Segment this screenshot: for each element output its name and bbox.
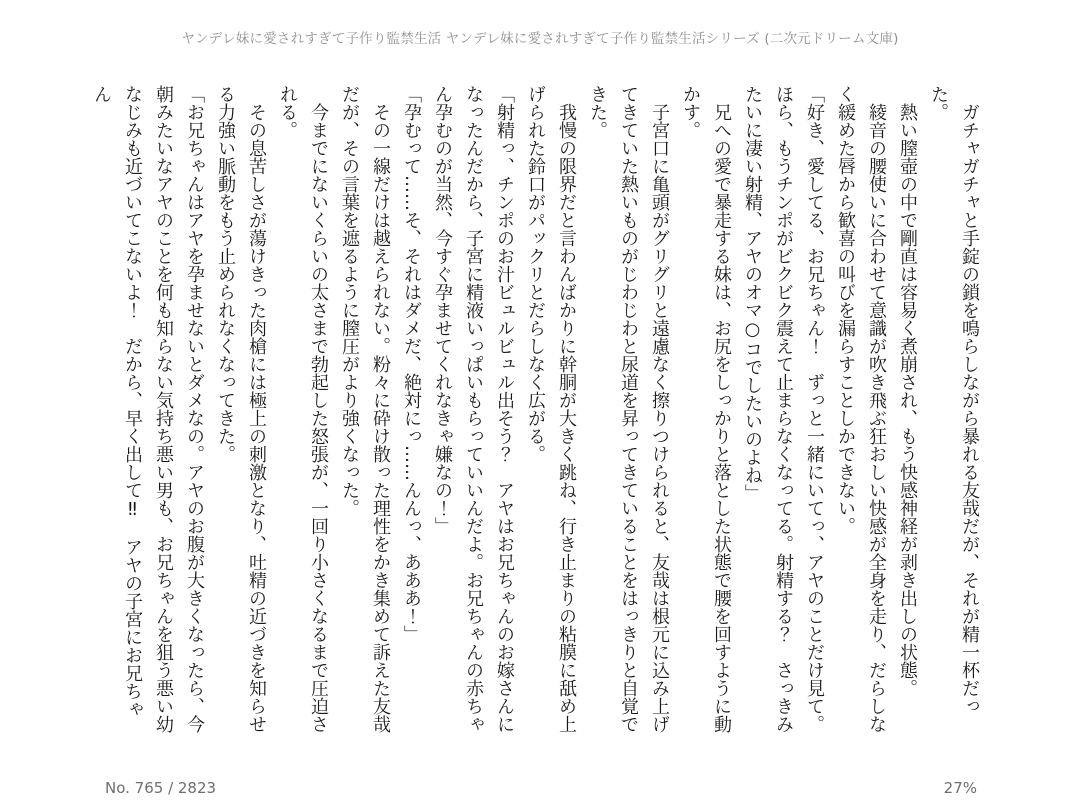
- paragraph: ガチャガチャと手錠の鎖を鳴らしながら暴れる友哉だが、それが精一杯だった。: [928, 85, 980, 715]
- paragraph: 我慢の限界だと言わんばかりに幹胴が大きく跳ね、行き止まりの粘膜に舐め上げられた鈴口がパックリとだらしなく広がる。: [525, 85, 577, 733]
- paragraph: 「孕むって……そ、それはダメだ、絶対にっ……んんっ、あああ！」: [401, 85, 422, 643]
- paragraph: 兄への愛で暴走する妹は、お尻をしっかりと落とした状態で腰を回すように動かす。: [680, 85, 732, 733]
- reader-footer: [105, 779, 977, 797]
- book-title: ヤンデレ妹に愛されすぎて子作り監禁生活 ヤンデレ妹に愛されすぎて子作り監禁生活シリーズ (二次元ドリーム文庫): [181, 31, 899, 47]
- paragraph: 今までにないくらいの太さまで勃起した怒張が、一回り小さくなるまで圧迫される。: [277, 85, 329, 733]
- paragraph: 「射精っ、チンポのお汁ビュルビュル出そう？ アヤはお兄ちゃんのお嫁さんになったんだから、子宮に精液いっぱいもらっていいんだよ。お兄ちゃんの赤ちゃん孕むのが当然、今すぐ孕ませてくれなきゃ嫌なの！」: [432, 85, 515, 733]
- paragraph: 子宮口に亀頭がグリグリと遠慮なく擦りつけられると、友哉は根元に込み上げてきていた熱いものがじわじわと尿道を昇ってきていることをはっきりと自覚できた。: [587, 85, 670, 733]
- paragraph: 綾音の腰使いに合わせて意識が吹き飛ぶ狂おしい快感が全身を走り、だらしなく緩めた唇から歓喜の叫びを漏らすことしかできない。: [835, 85, 887, 733]
- paragraph: その息苦しさが蕩けきった肉槍には極上の刺激となり、吐精の近づきを知らせる力強い脈動をもう止められなくなってきた。: [215, 85, 267, 733]
- paragraph: 「お兄ちゃんはアヤを孕ませないとダメなの。アヤのお腹が大きくなったら、今朝みたいなアヤのことを何も知らない気持ち悪い男も、お兄ちゃんを狙う悪い幼なじみも近づいてこないよ！ だから、早く出して‼ アヤの子宮にお兄ちゃん: [91, 85, 205, 733]
- paragraph: その一線だけは越えられない。粉々に砕け散った理性をかき集めて訴えた友哉だが、その言葉を遮るように膣圧がより強くなった。: [339, 85, 391, 733]
- location-indicator: No. 765 / 2823: [105, 779, 217, 797]
- paragraph: 「好き、愛してる、お兄ちゃん！ ずっと一緒にいてっ、アヤのことだけ見て。ほら、もうチンポがビクビク震えて止まらなくなってる。射精する？ さっきみたいに凄い射精、アヤのオマ○コでしたいのよね」: [742, 85, 825, 733]
- reading-area[interactable]: [91, 85, 985, 735]
- progress-indicator: 27%: [943, 779, 977, 797]
- page-text[interactable]: [91, 85, 985, 735]
- paragraph: 熱い膣壺の中で剛直は容易く煮崩され、もう快感神経が剥き出しの状態。: [897, 103, 918, 697]
